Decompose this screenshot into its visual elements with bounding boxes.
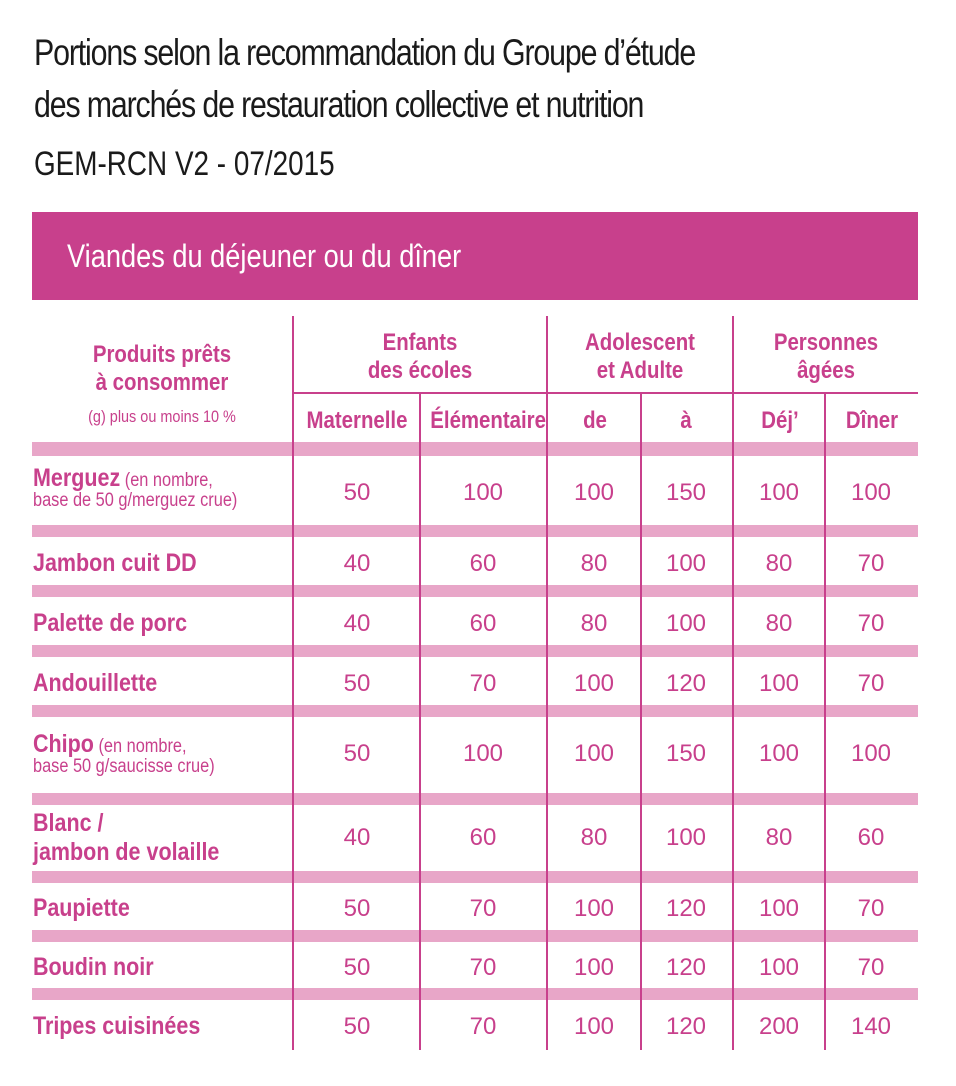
table-cell: 120 (665, 895, 707, 922)
row-name: Tripes cuisinées (33, 1012, 201, 1040)
table-cell: 70 (857, 550, 885, 577)
table-cell: 100 (665, 610, 707, 637)
table-cell: 100 (573, 479, 615, 506)
table-cell: 150 (665, 740, 707, 767)
table-cell: 100 (665, 824, 707, 851)
row-name: Andouillette (33, 669, 158, 697)
table-cell: 40 (343, 550, 371, 577)
table-cell: 100 (758, 954, 800, 981)
table-cell: 100 (758, 895, 800, 922)
row-band (32, 930, 918, 942)
table-cell: 80 (765, 550, 793, 577)
row-name: Chipo (33, 730, 94, 758)
table-cell: 100 (665, 550, 707, 577)
row-note: (en nombre, (120, 470, 213, 491)
table-cell: 100 (573, 954, 615, 981)
table-cell: 50 (343, 895, 371, 922)
column-divider (419, 394, 421, 1050)
row-band (32, 525, 918, 537)
column-divider (546, 316, 548, 1050)
table-cell: 60 (857, 824, 885, 851)
table-cell: 70 (469, 895, 497, 922)
row-note: base de 50 g/merguez crue) (33, 490, 238, 511)
row-note: (en nombre, (93, 736, 187, 757)
header-products-line-1: Produits prêts (92, 341, 232, 368)
page-subtitle: GEM-RCN V2 - 07/2015 (34, 145, 335, 183)
table-cell: 80 (765, 824, 793, 851)
row-name: Merguez (33, 464, 121, 492)
row-label-blanc-volaille (33, 809, 219, 867)
table-cell: 70 (469, 670, 497, 697)
table-cell: 120 (665, 954, 707, 981)
subheader-a: à (680, 407, 692, 434)
row-name-line-2: jambon de volaille (33, 838, 220, 866)
row-label-palette-de-porc (33, 609, 187, 638)
table-cell: 100 (462, 740, 504, 767)
table-cell: 70 (857, 670, 885, 697)
header-group-adults-line-1: Adolescent (585, 329, 695, 356)
header-products-note: (g) plus ou moins 10 % (88, 407, 236, 426)
table-cell: 70 (469, 954, 497, 981)
subheader-diner: Dîner (845, 407, 899, 434)
subheader-dej: Déj’ (761, 407, 799, 434)
row-band (32, 871, 918, 883)
table-cell: 100 (850, 479, 892, 506)
header-group-elderly-line-2: âgées (797, 357, 855, 384)
table-cell: 70 (857, 954, 885, 981)
page-title-line-1: Portions selon la recommandation du Groupe d’étude (34, 32, 696, 73)
row-band (32, 585, 918, 597)
table-cell: 120 (665, 1013, 707, 1040)
header-group-adults-line-2: et Adulte (596, 357, 684, 384)
table-cell: 80 (580, 550, 608, 577)
row-name: Boudin noir (33, 953, 154, 981)
table-cell: 80 (580, 824, 608, 851)
table-cell: 100 (462, 479, 504, 506)
row-label-chipo (33, 730, 215, 778)
subheader-elementaire: Élémentaire (430, 407, 546, 434)
row-band (32, 793, 918, 805)
row-label-jambon-cuit (33, 549, 197, 578)
table-cell: 100 (758, 479, 800, 506)
table-cell: 50 (343, 1013, 371, 1040)
table-cell: 100 (573, 1013, 615, 1040)
section-title: Viandes du déjeuner ou du dîner (67, 238, 462, 274)
page-title-line-2: des marchés de restauration collective et nutrition (34, 84, 644, 125)
row-name: Jambon cuit DD (33, 549, 197, 577)
row-label-tripes (33, 1012, 200, 1041)
table-cell: 60 (469, 550, 497, 577)
table-cell: 70 (857, 895, 885, 922)
row-band (32, 988, 918, 1000)
table-cell: 80 (580, 610, 608, 637)
table-cell: 100 (573, 670, 615, 697)
row-name: Paupiette (33, 894, 130, 922)
header-group-children-line-2: des écoles (367, 357, 473, 384)
row-band (32, 705, 918, 717)
table-cell: 70 (469, 1013, 497, 1040)
table-cell: 60 (469, 610, 497, 637)
row-label-paupiette (33, 894, 130, 923)
table-cell: 120 (665, 670, 707, 697)
table-cell: 50 (343, 954, 371, 981)
header-group-elderly-line-1: Personnes (773, 329, 879, 356)
table-cell: 100 (850, 740, 892, 767)
subheader-de: de (583, 407, 607, 434)
table-cell: 40 (343, 824, 371, 851)
row-name: Palette de porc (33, 609, 188, 637)
table-cell: 100 (758, 740, 800, 767)
row-label-merguez (33, 464, 237, 512)
subheader-maternelle: Maternelle (306, 407, 408, 434)
header-group-children-line-1: Enfants (382, 329, 458, 356)
table-cell: 80 (765, 610, 793, 637)
table-cell: 100 (758, 670, 800, 697)
table-cell: 60 (469, 824, 497, 851)
table-cell: 50 (343, 670, 371, 697)
table-cell: 70 (857, 610, 885, 637)
section-banner (32, 212, 918, 300)
row-note: base 50 g/saucisse crue) (33, 756, 215, 777)
table-cell: 100 (573, 895, 615, 922)
table-cell: 50 (343, 740, 371, 767)
table-cell: 100 (573, 740, 615, 767)
row-band (32, 442, 918, 456)
row-label-boudin-noir (33, 953, 154, 982)
row-band (32, 645, 918, 657)
table-cell: 200 (758, 1013, 800, 1040)
row-name: Blanc / (33, 809, 104, 837)
table-cell: 150 (665, 479, 707, 506)
header-products-line-2: à consommer (95, 369, 229, 396)
row-label-andouillette (33, 669, 157, 698)
table-cell: 50 (343, 479, 371, 506)
table-cell: 40 (343, 610, 371, 637)
column-divider (292, 316, 294, 1050)
table-cell: 140 (850, 1013, 892, 1040)
